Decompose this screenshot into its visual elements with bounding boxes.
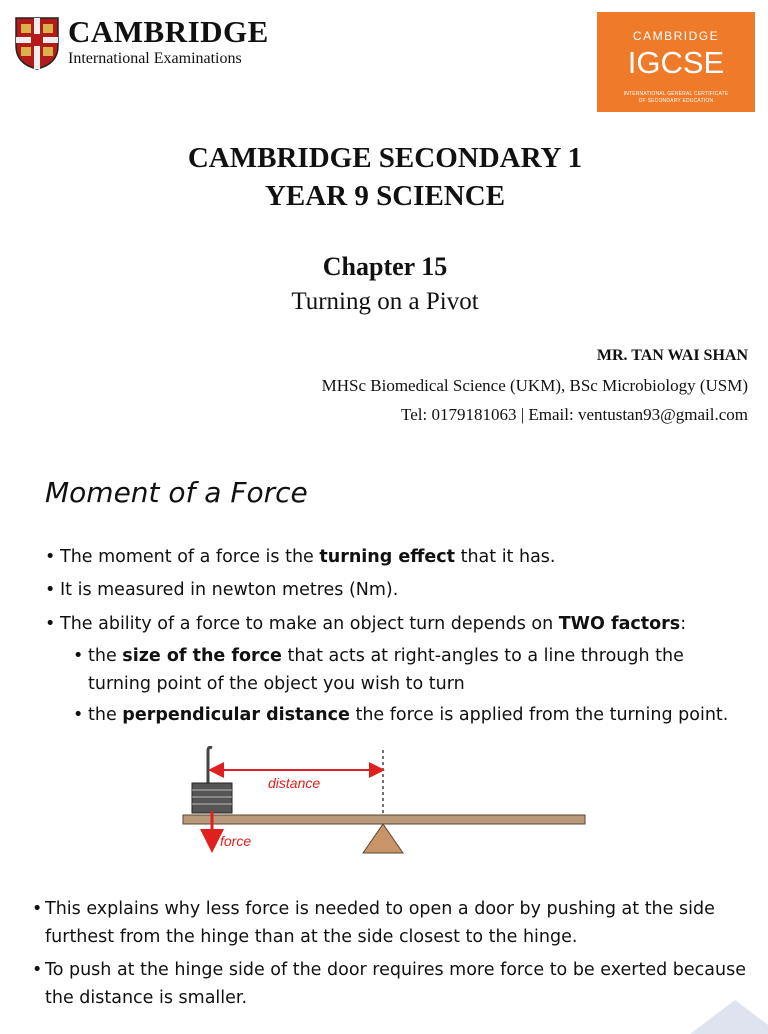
decorative-triangle xyxy=(690,994,768,1034)
chapter-number: Chapter 15 xyxy=(322,252,448,281)
teacher-contact: Tel: 0179181063 | Email: ventustan93@gmail.com xyxy=(401,405,748,424)
bullet-icon: • xyxy=(73,705,84,725)
bullet-icon: • xyxy=(45,580,56,600)
lever-beam xyxy=(183,815,585,824)
bullet-item: • It is measured in newton metres (Nm). xyxy=(60,576,750,604)
force-label: force xyxy=(220,833,252,849)
bullet-icon: • xyxy=(73,646,84,666)
weight-hook xyxy=(208,747,212,785)
lever-diagram xyxy=(180,745,600,860)
bullet-item: • This explains why less force is needed to open a door by pushing at the side furthest from the hinge than at the side closest to the hinge. xyxy=(45,895,760,951)
cambridge-logo xyxy=(14,14,284,74)
cambridge-subtitle: International Examinations xyxy=(68,50,242,67)
igcse-wordmark: IGCSE xyxy=(627,45,725,80)
course-title-line1: CAMBRIDGE SECONDARY 1 xyxy=(187,142,583,174)
cambridge-wordmark: CAMBRIDGE xyxy=(68,14,269,49)
teacher-name: MR. TAN WAI SHAN xyxy=(596,347,748,364)
bullet-icon: • xyxy=(45,614,56,634)
distance-label: distance xyxy=(268,775,321,791)
bullet-icon: • xyxy=(32,960,43,980)
bullet-icon: • xyxy=(45,547,56,567)
chapter-title: Turning on a Pivot xyxy=(291,288,479,315)
igcse-caption-line2: OF SECONDARY EDUCATION xyxy=(638,98,714,104)
cambridge-shield-icon xyxy=(14,16,60,70)
bullet-item: • To push at the hinge side of the door requires more force to be exerted because the distance is smaller. xyxy=(45,956,760,1012)
igcse-top-label: CAMBRIDGE xyxy=(632,29,720,43)
bullet-item: • The moment of a force is the turning effect that it has. xyxy=(60,543,750,571)
weight-stack xyxy=(192,783,232,813)
sub-bullet-item: • the perpendicular distance the force is applied from the turning point. xyxy=(88,701,758,729)
slide-heading: Moment of a Force xyxy=(45,476,308,509)
pivot-triangle xyxy=(363,824,403,853)
bullet-item: • The ability of a force to make an object turn depends on TWO factors: xyxy=(60,610,760,638)
bullet-icon: • xyxy=(32,899,43,919)
sub-bullet-item: • the size of the force that acts at right-angles to a line through the turning point of the object you wish to turn xyxy=(88,642,738,698)
teacher-qualifications: MHSc Biomedical Science (UKM), BSc Microbiology (USM) xyxy=(321,376,748,395)
course-title-line2: YEAR 9 SCIENCE xyxy=(264,180,506,212)
igcse-logo xyxy=(597,12,755,112)
igcse-caption-line1: INTERNATIONAL GENERAL CERTIFICATE xyxy=(623,91,729,97)
